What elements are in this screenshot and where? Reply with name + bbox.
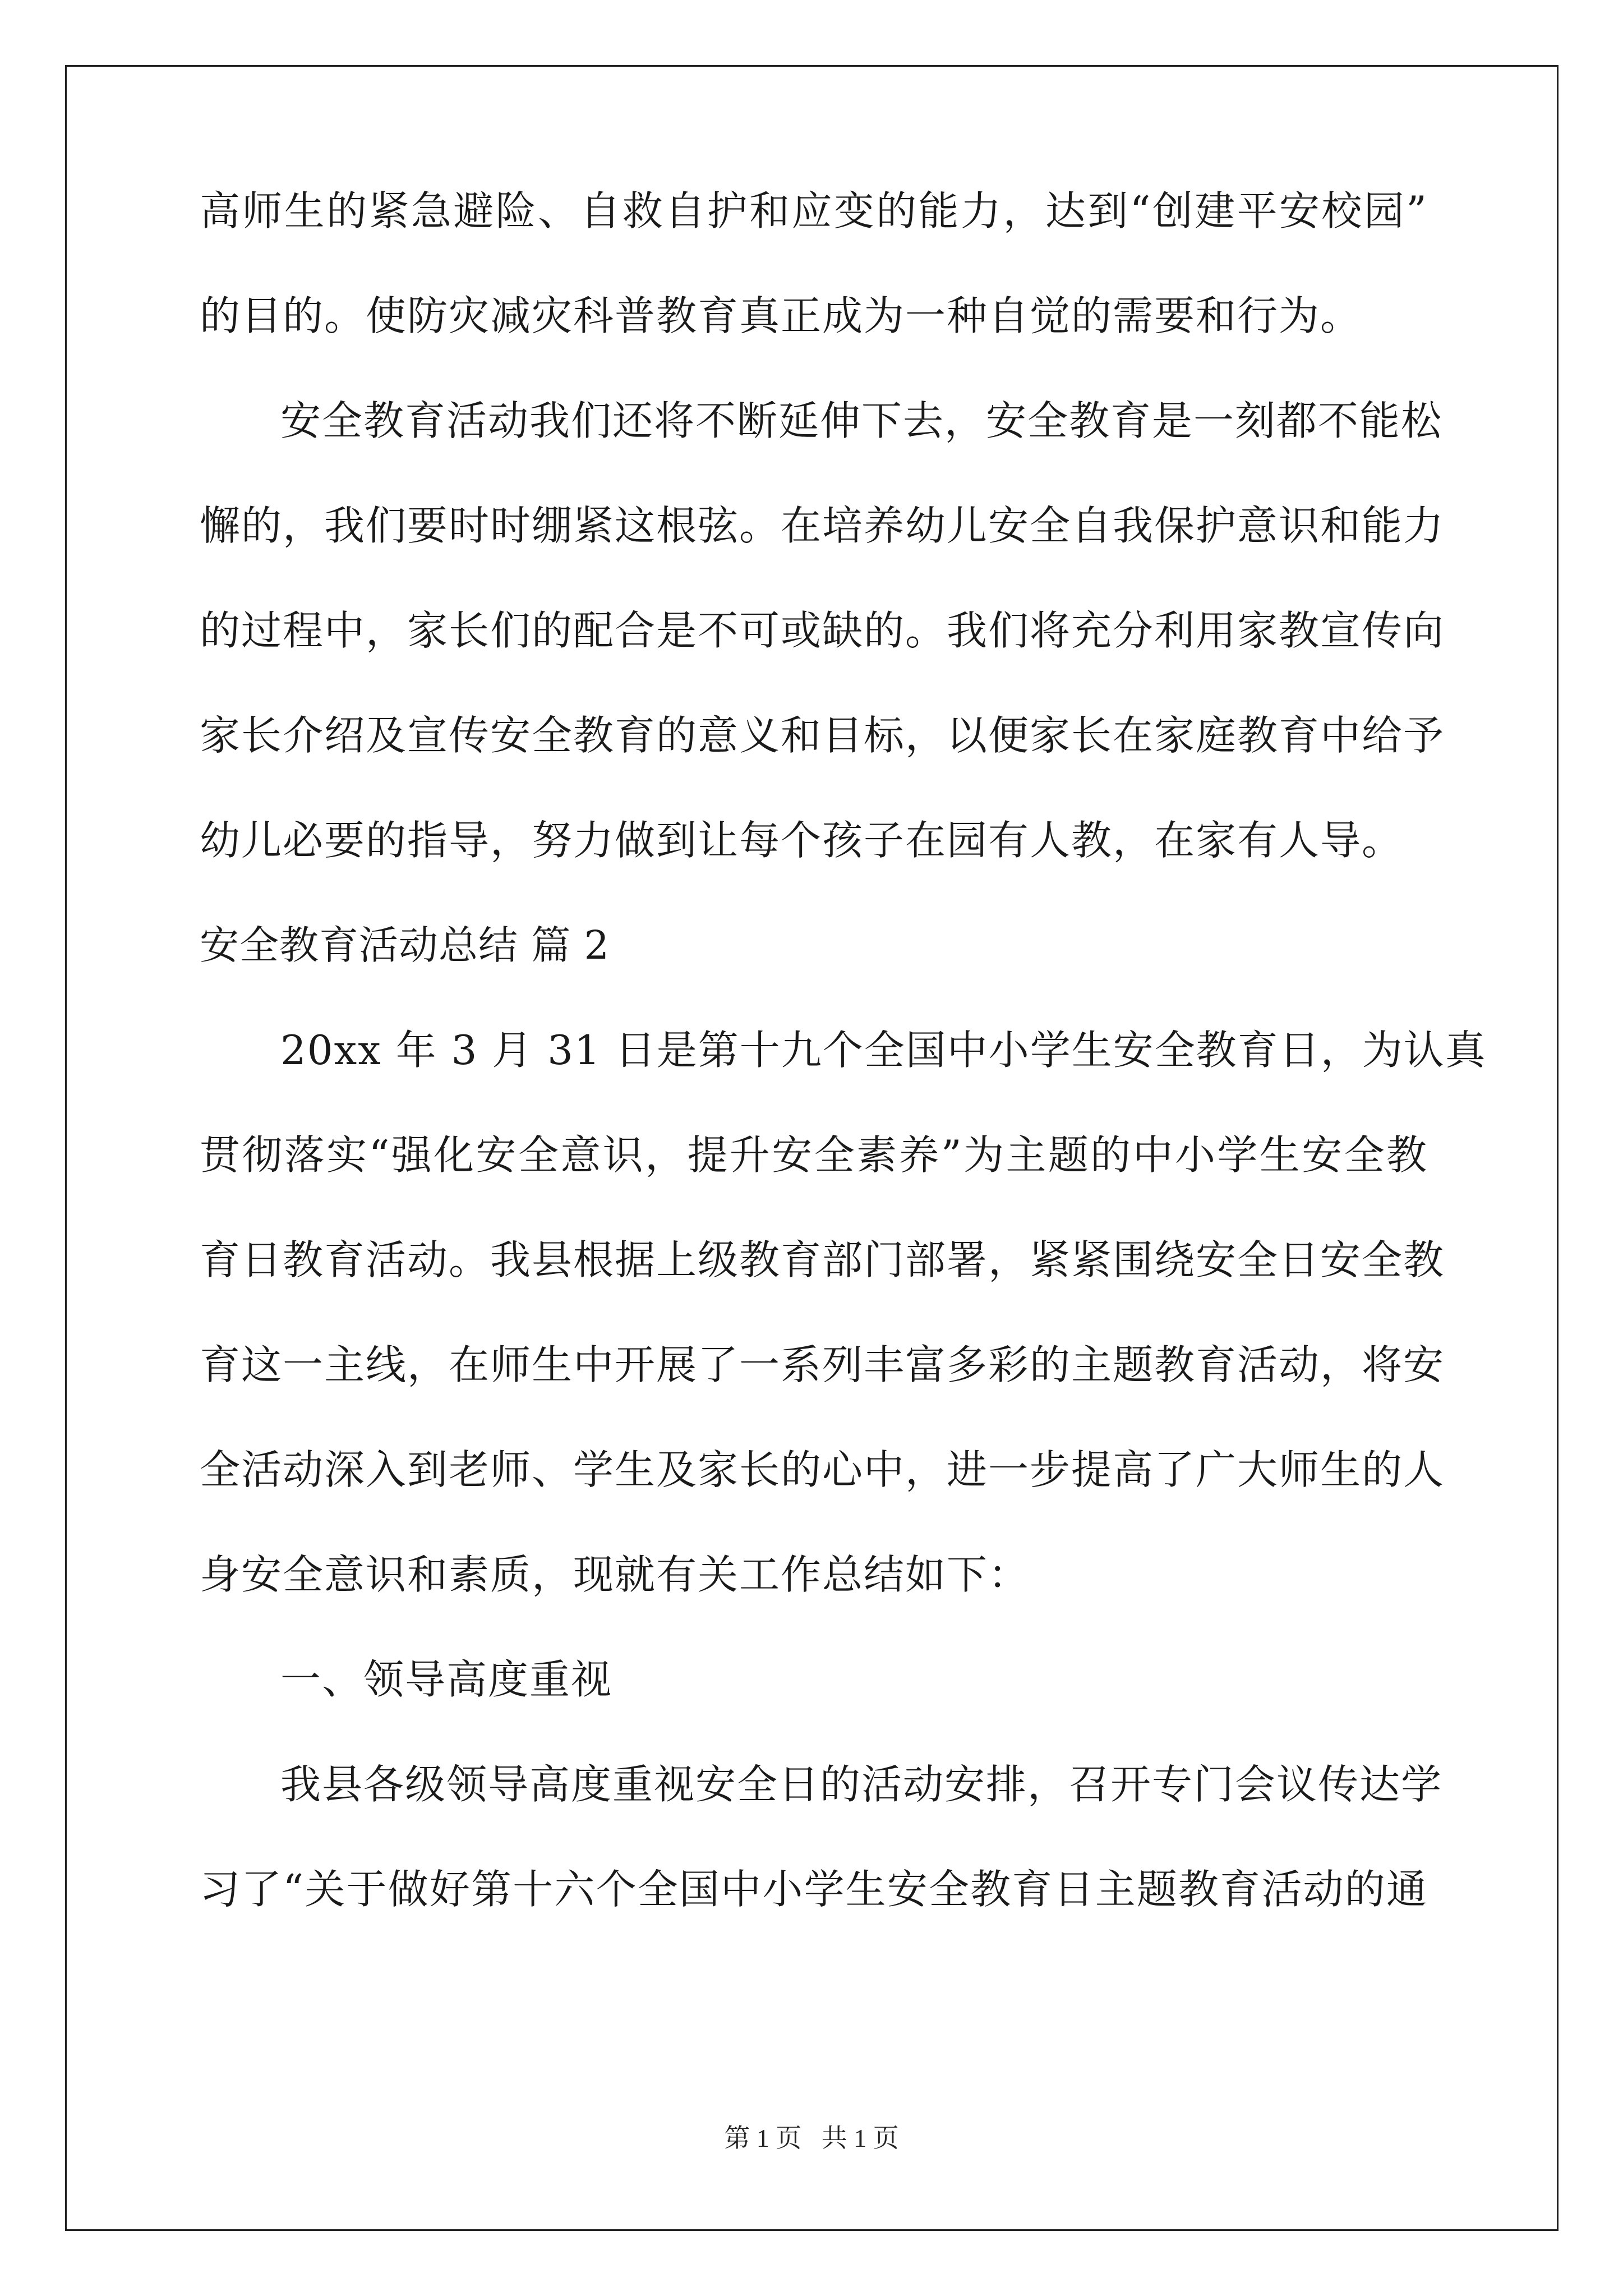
text-line: 的目的。使防灾减灾科普教育真正成为一种自觉的需要和行为。 xyxy=(200,292,1362,339)
text-line: 育这一主线，在师生中开展了一系列丰富多彩的主题教育活动，将安 xyxy=(200,1341,1445,1388)
text-line: 习了“关于做好第十六个全国中小学生安全教育日主题教育活动的通 xyxy=(200,1866,1428,1913)
text-line: 安全教育活动我们还将不断延伸下去，安全教育是一刻都不能松 xyxy=(280,397,1443,444)
text-line: 幼儿必要的指导，努力做到让每个孩子在园有人教，在家有人导。 xyxy=(200,817,1404,864)
document-body xyxy=(200,187,1487,1974)
text-line: 身安全意识和素质，现就有关工作总结如下： xyxy=(200,1551,1030,1598)
text-line: 20xx 年 3 月 31 日是第十九个全国中小学生安全教育日，为认真 xyxy=(280,1027,1487,1074)
text-line: 懈的，我们要时时绷紧这根弦。在培养幼儿安全自我保护意识和能力 xyxy=(200,502,1445,549)
page-number: 第 1 页 xyxy=(724,2124,802,2152)
page-total: 共 1 页 xyxy=(821,2124,899,2152)
text-line: 我县各级领导高度重视安全日的活动安排，召开专门会议传达学 xyxy=(280,1761,1443,1808)
text-line: 育日教育活动。我县根据上级教育部门部署，紧紧围绕安全日安全教 xyxy=(200,1236,1445,1283)
text-line: 家长介绍及宣传安全教育的意义和目标，以便家长在家庭教育中给予 xyxy=(200,712,1445,759)
section-heading: 安全教育活动总结 篇 2 xyxy=(200,922,610,968)
text-line: 全活动深入到老师、学生及家长的心中，进一步提高了广大师生的人 xyxy=(200,1446,1445,1493)
page-footer xyxy=(0,2125,1623,2151)
text-line: 的过程中，家长们的配合是不可或缺的。我们将充分利用家教宣传向 xyxy=(200,607,1445,654)
text-line: 贯彻落实“强化安全意识，提升安全素养”为主题的中小学生安全教 xyxy=(200,1131,1428,1179)
text-line: 高师生的紧急避险、自救自护和应变的能力，达到“创建平安校园” xyxy=(200,187,1428,234)
subheading: 一、领导高度重视 xyxy=(280,1656,613,1703)
